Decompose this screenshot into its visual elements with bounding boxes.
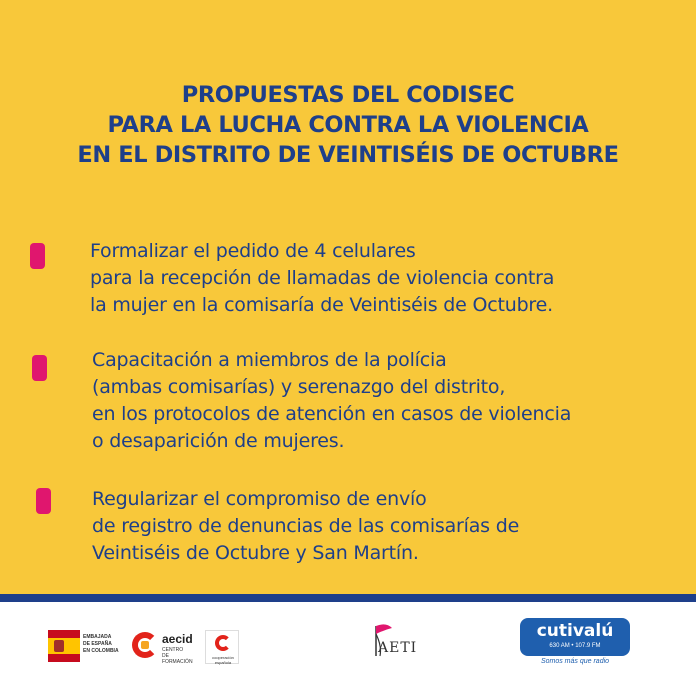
title-line: PROPUESTAS DEL CODISEC <box>181 82 515 108</box>
bullet-marker <box>36 488 51 514</box>
bullet-marker <box>30 243 45 269</box>
aecid-subtitle-line: DE FORMACIÓN <box>162 653 193 665</box>
aecid-subtitle-line: CENTRO <box>162 647 184 653</box>
cutivalu-slogan: Somos más que radio <box>540 658 610 665</box>
cooperacion-espanola-logo <box>205 630 239 664</box>
divider-stripe <box>0 594 696 602</box>
proposal-text <box>92 486 519 567</box>
proposal-line: Formalizar el pedido de 4 celulares <box>90 240 416 262</box>
proposal-line: (ambas comisarías) y serenazgo del distrito, <box>92 376 506 398</box>
aecid-name: aecid <box>162 632 193 646</box>
cutivalu-name: cutivalú <box>536 621 614 641</box>
proposal-text <box>92 347 571 455</box>
embassy-text: EMBAJADA <box>83 634 112 640</box>
coop-label: cooperación española <box>212 655 234 665</box>
proposal-line: Veintiséis de Octubre y San Martín. <box>92 542 419 564</box>
embassy-text: DE ESPAÑA <box>83 641 112 647</box>
proposal-line: para la recepción de llamadas de violencia contra <box>90 267 555 289</box>
cutivalu-frequency: 630 AM • 107.9 FM <box>549 643 601 649</box>
aeti-logo <box>370 620 430 660</box>
spain-flag-icon <box>48 630 80 662</box>
poster-title <box>0 80 696 170</box>
proposal-line: en los protocolos de atención en casos de violencia <box>92 403 572 425</box>
proposal-line: la mujer en la comisaría de Veintiséis de Octubre. <box>90 294 553 316</box>
spain-embassy-logo <box>48 630 128 662</box>
proposal-line: o desaparición de mujeres. <box>92 430 345 452</box>
aecid-subtitle <box>162 647 200 665</box>
coat-of-arms-icon <box>54 640 64 652</box>
bullet-marker <box>32 355 47 381</box>
cutivalu-logo <box>520 618 630 656</box>
proposal-line: de registro de denuncias de las comisarías de <box>92 515 520 537</box>
title-line: PARA LA LUCHA CONTRA LA VIOLENCIA <box>107 112 589 138</box>
embassy-text: EN COLOMBIA <box>83 648 119 654</box>
title-line: EN EL DISTRITO DE VEINTISÉIS DE OCTUBRE <box>77 142 619 168</box>
proposal-line: Capacitación a miembros de la polícia <box>92 349 447 371</box>
aecid-dot-icon <box>141 641 149 649</box>
coop-c-icon <box>215 635 231 651</box>
embassy-label <box>83 634 119 655</box>
proposal-line: Regularizar el compromiso de envío <box>92 488 427 510</box>
aeti-name: AETI <box>378 640 418 656</box>
proposal-text <box>90 238 554 319</box>
aecid-logo <box>132 630 200 665</box>
